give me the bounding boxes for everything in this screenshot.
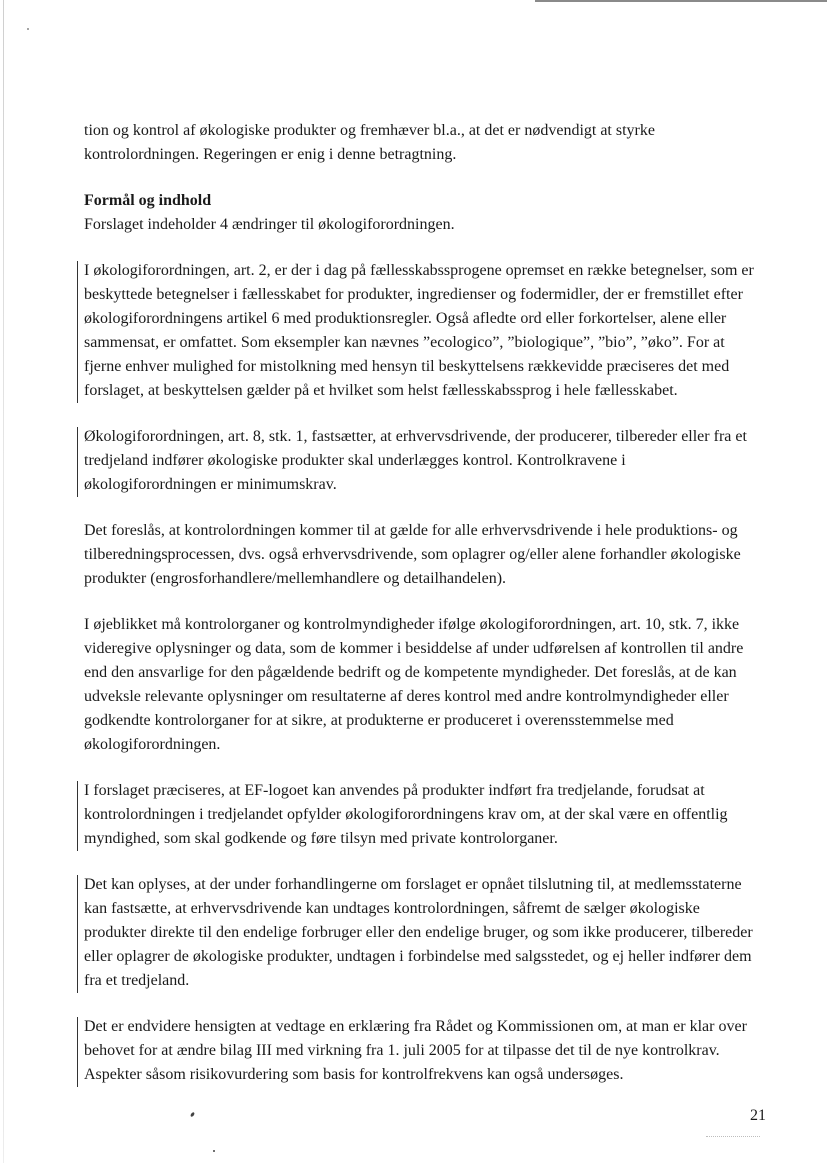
paragraph-intro: tion og kontrol af økologiske produkter og fremhæver bl.a., at det er nødvendigt at styrke kontrolordningen. Regeringen er enig i denne betragtning. — [84, 122, 655, 163]
scan-speck — [27, 28, 29, 30]
paragraph-ef-logo: I forslaget præciseres, at EF-logoet kan anvendes på produkter indført fra tredjelande, forudsat at kontrolordningen i tredjelandet opfylder økologiforordningens krav om, at der skal være en offentlig myndighed, som skal godkende og føre tilsyn med private kontrolorganer. — [84, 779, 756, 851]
paragraph-control-scope: Det foreslås, at kontrolordningen kommer til at gælde for alle erhvervsdrivende i hele produktions- og tilberedningsprocessen, dvs. også erhvervsdrivende, som oplagrer og/eller alene forhandler økologiske produkter (engrosforhandlere/mellemhandlere og detailhandelen). — [84, 522, 741, 587]
scan-noise — [706, 1136, 760, 1138]
document-body — [84, 119, 756, 1109]
paragraph-declaration: Det er endvidere hensigten at vedtage en erklæring fra Rådet og Kommissionen om, at man er klar over behovet for at ændre bilag III med virkning fra 1. juli 2005 for at tilpasse det til de nye kontrolkrav. Aspekter såsom risikovurdering som basis for kontrolfrekvens kan også undersøges. — [84, 1015, 756, 1087]
paragraph-exemption: Det kan oplyses, at der under forhandlingerne om forslaget er opnået tilslutning til, at medlemsstaterne kan fastsætte, at erhvervsdrivende kan undtages kontrolordningen, såfremt de sælger økologiske produkter direkte til den endelige forbruger eller den endelige bruger, og som ikke producerer, tilbereder eller oplagrer de økologiske produkter, undtagen i forbindelse med salgsstedet, og ej heller indfører dem fra et tredjeland. — [84, 873, 756, 993]
scan-speck — [190, 1112, 195, 1118]
paragraph-art2: I økologiforordningen, art. 2, er der i dag på fællesskabssprogene opremset en række betegnelser, som er beskyttede betegnelser i fællesskabet for produkter, ingredienser og fodermidler, der er fremstillet efter økologiforordningens artikel 6 med produktionsregler. Også afledte ord eller forkortelser, alene eller sammensat, er omfattet. Som eksempler kan nævnes ”ecologico”, ”biologique”, ”bio”, ”øko”. For at fjerne enhver mulighed for mistolkning med hensyn til beskyttelsens rækkevidde præciseres det med forslaget, at beskyttelsen gælder på et hvilket som helst fællesskabssprog i hele fællesskabet. — [84, 259, 756, 403]
section-purpose — [84, 189, 756, 237]
page-number: 21 — [750, 1107, 766, 1124]
scan-page-edge — [3, 0, 4, 1163]
scan-top-line — [535, 0, 827, 2]
paragraph-art10: I øjeblikket må kontrolorganer og kontrolmyndigheder ifølge økologiforordningen, art. 10, stk. 7, ikke videregive oplysninger og data, som de kommer i besiddelse af under udførelsen af kontrollen til andre end den ansvarlige for den pågældende bedrift og de kompetente myndigheder. Det foreslås, at de kan udveksle relevante oplysninger om resultaterne af deres kontrol med andre kontrolmyndigheder eller godkendte kontrolorganer for at sikre, at produkterne er produceret i overensstemmelse med økologiforordningen. — [84, 616, 744, 753]
section-heading: Formål og indhold — [84, 192, 212, 209]
paragraph-purpose: Forslaget indeholder 4 ændringer til økologiforordningen. — [84, 216, 455, 233]
paragraph-art8: Økologiforordningen, art. 8, stk. 1, fastsætter, at erhvervsdrivende, der producerer, tilbereder eller fra et tredjeland indfører økologiske produkter skal underlægges kontrol. Kontrolkravene i økologiforordningen er minimumskrav. — [84, 425, 756, 497]
scan-speck — [213, 1150, 215, 1152]
